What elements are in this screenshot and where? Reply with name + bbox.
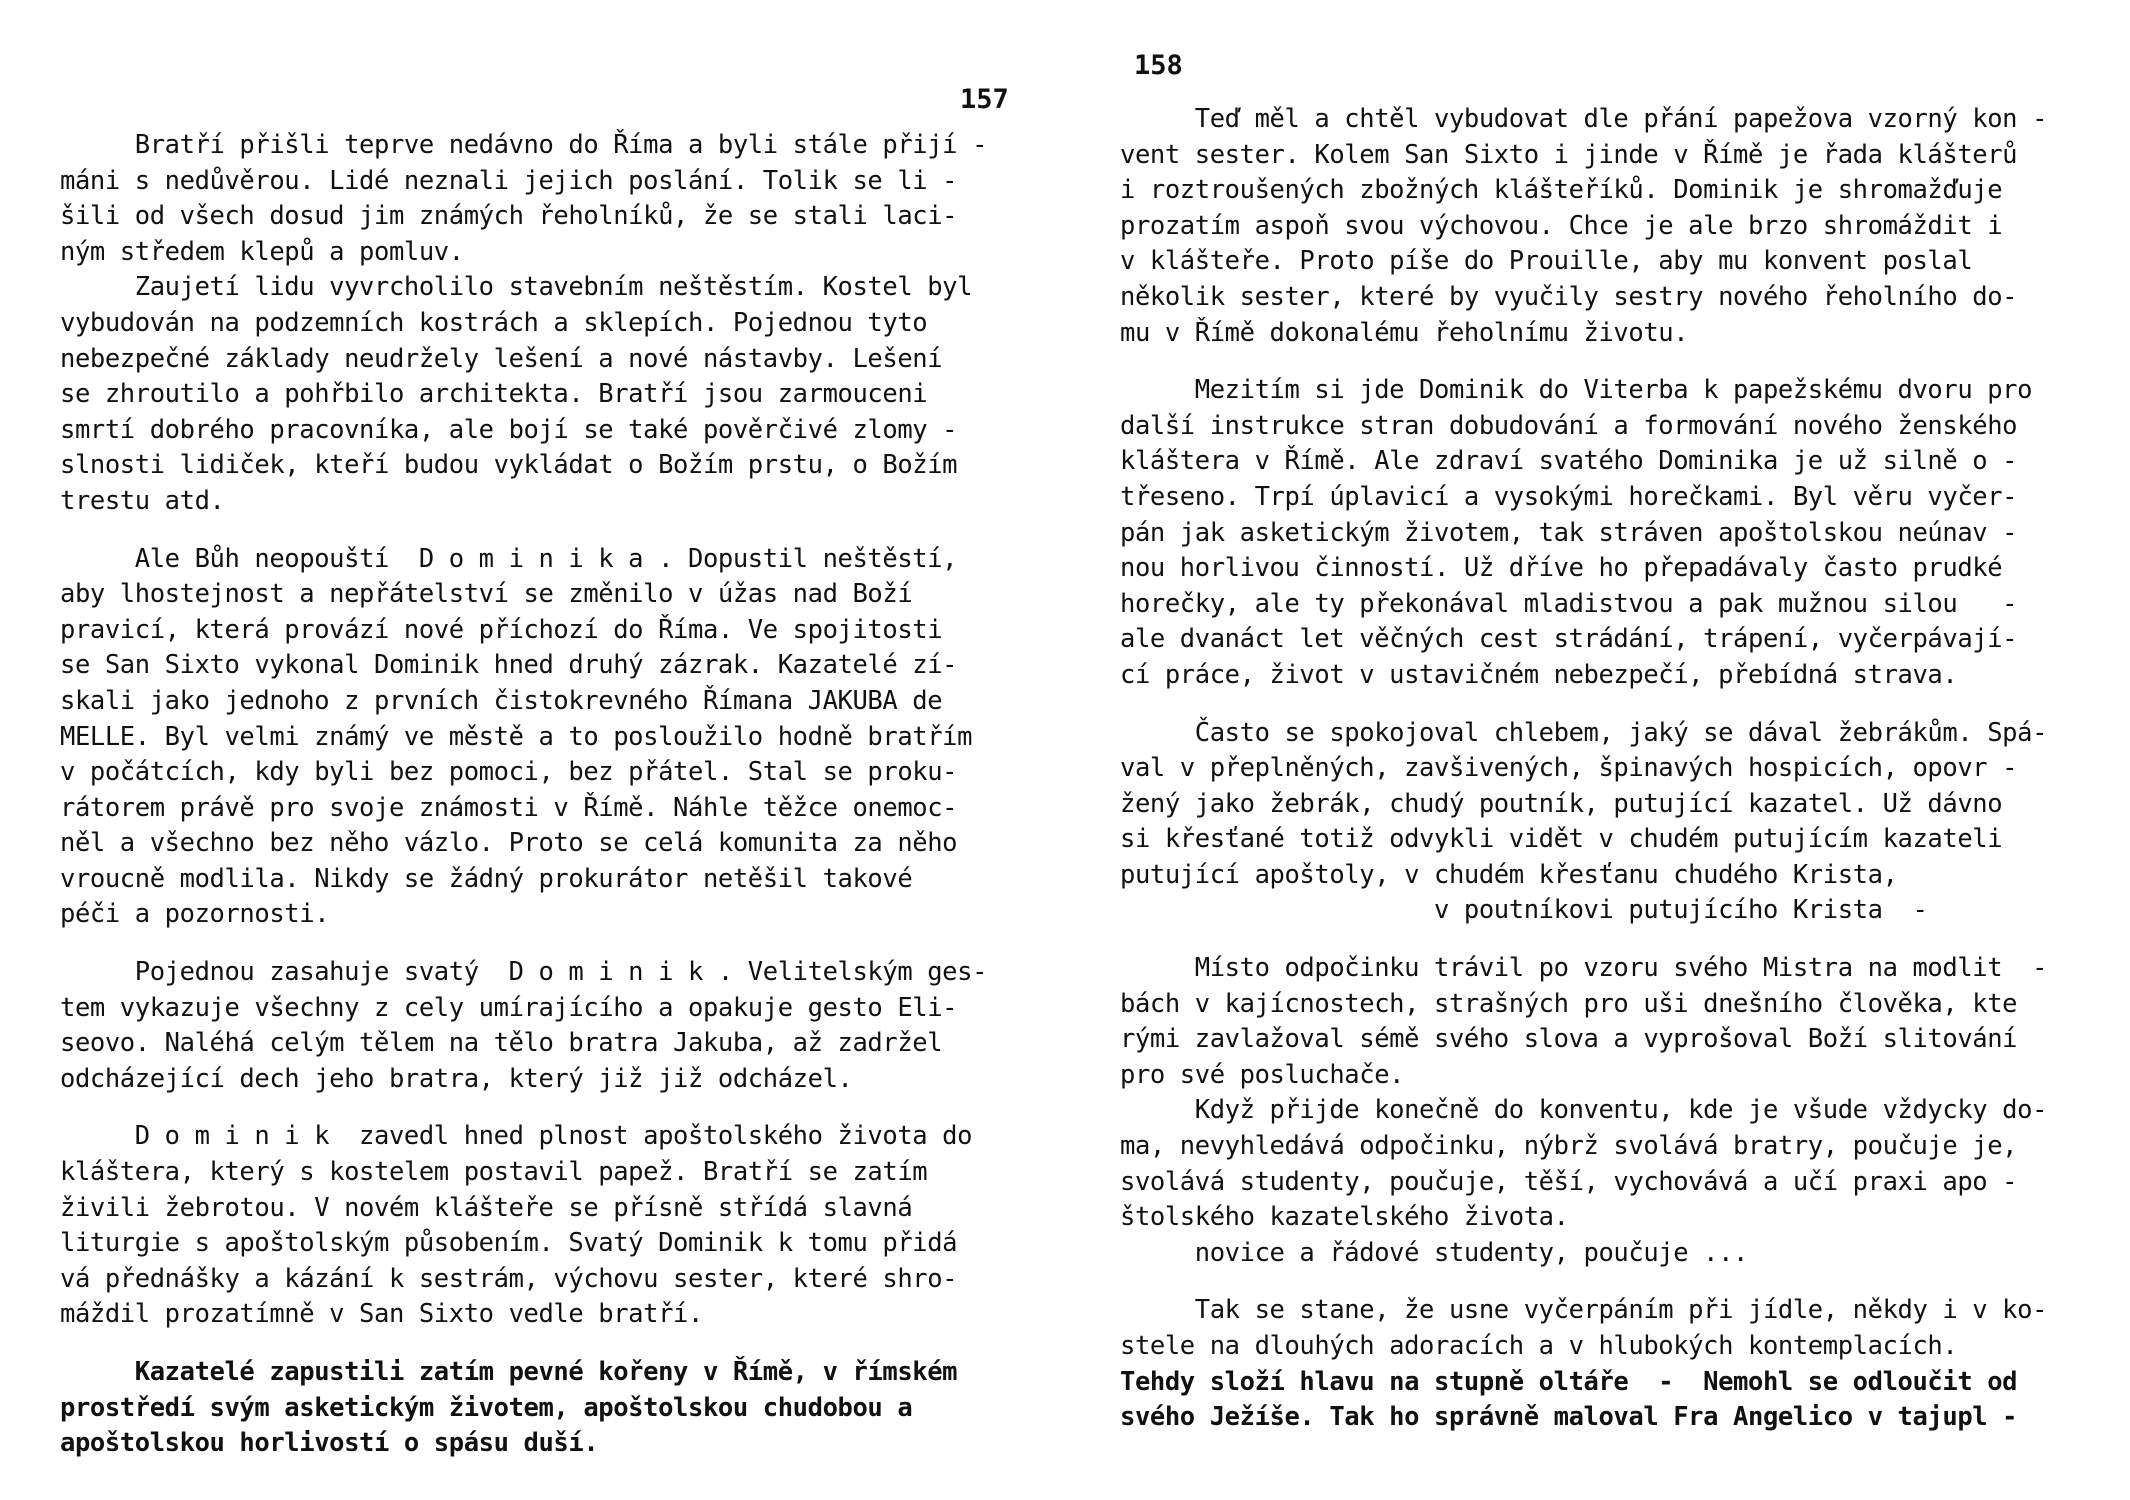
text-line: rými zavlažoval sémě svého slova a vyprošoval Boží slitování — [1120, 1024, 2018, 1055]
text-line: několik sester, které by vyučily sestry nového řeholního do- — [1120, 281, 2018, 312]
text-line: Bratří přišli teprve nedávno do Říma a byli stále přijí - — [60, 130, 988, 160]
text-line: svolává studenty, poučuje, těší, vychovává a učí praxi apo - — [1120, 1166, 2018, 1197]
text-line: se zhroutilo a pohřbilo architekta. Bratří jsou zarmouceni — [60, 379, 928, 410]
text-line: ma, nevyhledává odpočinku, nýbrž svolává bratry, poučuje je, — [1120, 1131, 2018, 1162]
text-line: Tak se stane, že usne vyčerpáním při jídle, někdy i v ko- — [1120, 1295, 2048, 1326]
text-line: Místo odpočinku trávil po vzoru svého Mistra na modlit - — [1120, 953, 2048, 984]
paragraph — [1120, 716, 2120, 930]
text-line: Kazatelé zapustili zatím pevné kořeny v Římě, v římském — [60, 1357, 958, 1387]
text-line: třeseno. Trpí úplavicí a vysokými horečkami. Byl věru vyčer- — [1120, 481, 2018, 512]
text-line: slnosti lidiček, kteří budou vykládat o Božím prstu, o Božím — [60, 450, 958, 481]
text-line: D o m i n i k zavedl hned plnost apoštolského života do — [60, 1121, 973, 1152]
text-line: prozatím aspoň svou výchovou. Chce je ale brzo shromáždit i — [1120, 210, 2003, 241]
left-page — [60, 0, 1040, 1500]
text-line: Mezitím si jde Dominik do Viterba k papežskému dvoru pro — [1120, 375, 2033, 406]
page-number-157: 157 — [960, 84, 1009, 115]
paragraph — [60, 955, 1040, 1097]
text-line: mu v Římě dokonalému řeholnímu životu. — [1120, 317, 1689, 348]
text-line: aby lhostejnost a nepřátelství se změnilo v úžas nad Boží — [60, 579, 913, 610]
text-line: nou horlivou činností. Už dříve ho přepadávaly často prudké — [1120, 553, 2003, 584]
paragraph — [60, 1119, 1040, 1333]
text-line: péči a pozornosti. — [60, 899, 330, 930]
text-line: další instrukce stran dobudování a formování nového ženského — [1120, 410, 2018, 441]
text-line: val v přeplněných, zavšivených, špinavých hospicích, opovr - — [1120, 753, 2018, 784]
text-line: štolského kazatelského života. — [1120, 1202, 1569, 1233]
text-line: cí práce, život v ustavičném nebezpečí, přebídná strava. — [1120, 659, 1958, 690]
text-line: kláštera v Římě. Ale zdraví svatého Dominika je už silně o - — [1120, 446, 2018, 477]
text-line: v klášteře. Proto píše do Prouille, aby mu konvent poslal — [1120, 246, 1973, 277]
text-line: pravicí, která provází nové příchozí do Říma. Ve spojitosti — [60, 614, 943, 645]
text-line: v poutníkovi putujícího Krista - — [1120, 895, 1928, 926]
text-line: trestu atd. — [60, 485, 225, 516]
right-page — [1120, 0, 2120, 1500]
text-line: putující apoštoly, v chudém křesťanu chudého Krista, — [1120, 859, 1898, 890]
text-line: Teď měl a chtěl vybudovat dle přání papežova vzorný kon - — [1120, 104, 2048, 134]
text-line: šili od všech dosud jim známých řeholníků, že se stali laci- — [60, 201, 958, 232]
text-line: seovo. Naléhá celým tělem na tělo bratra Jakuba, až zadržel — [60, 1028, 943, 1059]
text-line: vent sester. Kolem San Sixto i jinde v Římě je řada klášterů — [1120, 139, 2018, 170]
text-line: smrtí dobrého pracovníka, ale bojí se také pověrčivé zlomy - — [60, 414, 958, 445]
text-line: liturgie s apoštolským působením. Svatý Dominik k tomu přidá — [60, 1228, 958, 1259]
text-line: ným středem klepů a pomluv. — [60, 236, 464, 267]
paragraph — [60, 542, 1040, 934]
text-line: vybudován na podzemních kostrách a sklepích. Pojednou tyto — [60, 307, 928, 338]
text-line: máni s nedůvěrou. Lidé neznali jejich poslání. Tolik se li - — [60, 165, 958, 196]
right-page-text — [1120, 102, 2120, 1436]
paragraph — [1120, 1293, 2120, 1435]
text-line: živili žebrotou. V novém klášteře se přísně střídá slavná — [60, 1192, 913, 1223]
text-line: apoštolskou horlivostí o spásu duší. — [60, 1428, 599, 1459]
text-line: stele na dlouhých adoracích a v hlubokých kontemplacích. — [1120, 1331, 1958, 1361]
text-line: něl a všechno bez něho vázlo. Proto se celá komunita za něho — [60, 828, 958, 859]
text-line: žený jako žebrák, chudý poutník, putující kazatel. Už dávno — [1120, 788, 2003, 819]
paragraph — [1120, 951, 2120, 1271]
paragraph — [60, 128, 1040, 270]
text-line: Zaujetí lidu vyvrcholilo stavebním neštěstím. Kostel byl — [60, 272, 973, 303]
text-line: vroucně modlila. Nikdy se žádný prokurátor netěšil takové — [60, 863, 913, 894]
text-line: máždil prozatímně v San Sixto vedle bratří. — [60, 1299, 703, 1330]
text-line: nebezpečné základy neudržely lešení a nové nástavby. Lešení — [60, 343, 943, 374]
text-line: kláštera, který s kostelem postavil papež. Bratří se zatím — [60, 1157, 928, 1188]
page-number-158: 158 — [1134, 50, 1183, 81]
text-line: Tehdy složí hlavu na stupně oltáře - Nemohl se odloučit od — [1120, 1366, 2018, 1397]
text-line: Pojednou zasahuje svatý D o m i n i k . Velitelským ges- — [60, 957, 988, 988]
text-line: horečky, ale ty překonával mladistvou a pak mužnou silou - — [1120, 588, 2018, 619]
text-line: prostředí svým asketickým životem, apoštolskou chudobou a — [60, 1392, 913, 1423]
text-line: Ale Bůh neopouští D o m i n i k a . Dopustil neštěstí, — [60, 543, 958, 574]
text-line: Často se spokojoval chlebem, jaký se dával žebrákům. Spá- — [1120, 717, 2048, 748]
text-line: pán jak asketickým životem, tak stráven apoštolskou neúnav - — [1120, 517, 2018, 548]
text-line: pro své posluchače. — [1120, 1059, 1405, 1090]
paragraph — [1120, 373, 2120, 693]
text-line: Když přijde konečně do konventu, kde je všude vždycky do- — [1120, 1095, 2048, 1126]
text-line: rátorem právě pro svoje známosti v Římě. Náhle těžce onemoc- — [60, 792, 958, 823]
text-line: v počátcích, kdy byli bez pomoci, bez přátel. Stal se proku- — [60, 757, 958, 788]
paragraph — [60, 1355, 1040, 1462]
paragraph — [1120, 102, 2120, 351]
text-line: ale dvanáct let věčných cest strádání, trápení, vyčerpávají- — [1120, 624, 2018, 655]
text-line: se San Sixto vykonal Dominik hned druhý zázrak. Kazatelé zí- — [60, 650, 958, 681]
text-line: MELLE. Byl velmi známý ve městě a to posloužilo hodně bratřím — [60, 721, 973, 752]
text-line: vá přednášky a kázání k sestrám, výchovu sester, které shro- — [60, 1263, 958, 1294]
text-line: odcházející dech jeho bratra, který již již odcházel. — [60, 1063, 853, 1094]
text-line: tem vykazuje všechny z cely umírajícího a opakuje gesto Eli- — [60, 992, 958, 1023]
text-line: novice a řádové studenty, poučuje ... — [1120, 1237, 1748, 1268]
text-line: i roztroušených zbožných klášteříků. Dominik je shromažďuje — [1120, 175, 2003, 206]
left-page-text — [60, 128, 1040, 1462]
text-line: svého Ježíše. Tak ho správně maloval Fra Angelico v tajupl - — [1120, 1402, 2018, 1433]
paragraph — [60, 270, 1040, 519]
text-line: skali jako jednoho z prvních čistokrevného Římana JAKUBA de — [60, 685, 943, 716]
text-line: si křesťané totiž odvykli vidět v chudém putujícím kazateli — [1120, 824, 2003, 855]
text-line: bách v kajícnostech, strašných pro uši dnešního člověka, kte — [1120, 988, 2018, 1019]
